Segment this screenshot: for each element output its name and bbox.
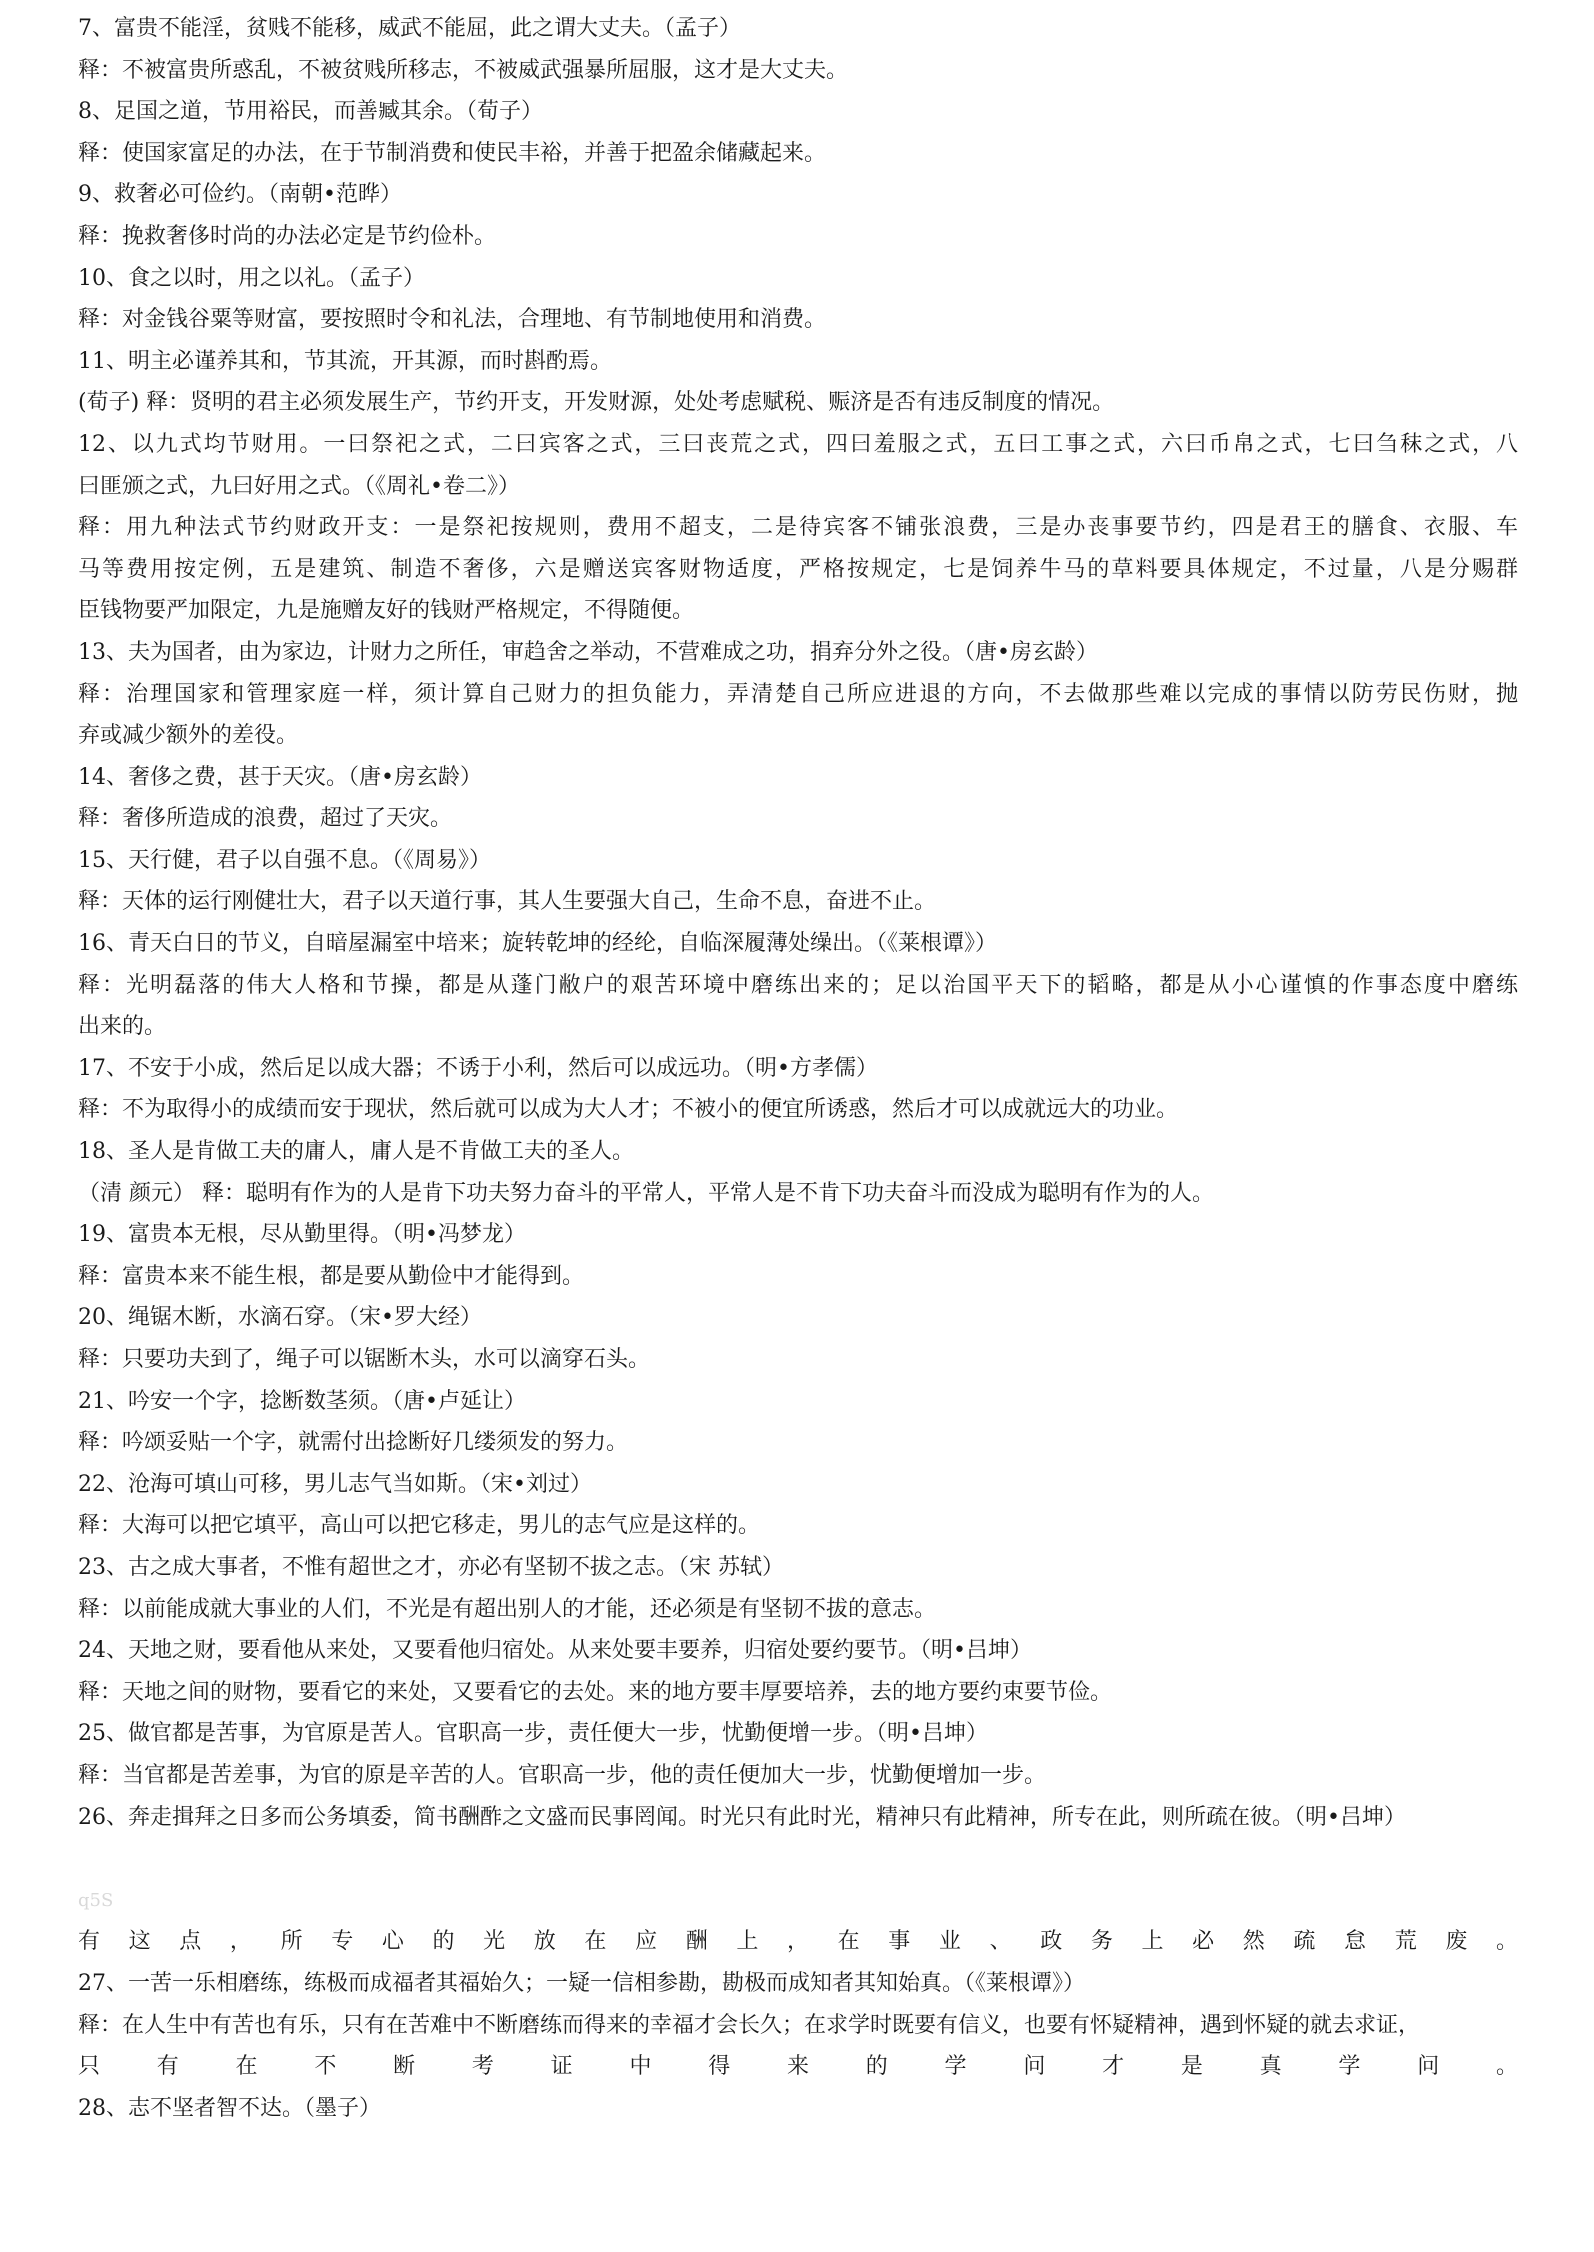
text-line: 17、不安于小成，然后足以成大器；不诱于小利，然后可以成远功。（明•方孝儒） — [78, 1055, 878, 1081]
text-line: 马等费用按定例，五是建筑、制造不奢侈，六是赠送宾客财物适度，严格按规定，七是饲养牛马的草料要具体规定，不过量，八是分赐群 — [78, 556, 1518, 582]
text-line: 释：天体的运行刚健壮大，君子以天道行事，其人生要强大自己，生命不息，奋进不止。 — [78, 889, 937, 915]
text-line: 18、圣人是肯做工夫的庸人，庸人是不肯做工夫的圣人。 — [78, 1139, 634, 1165]
text-line: （清 颜元） 释：聪明有作为的人是肯下功夫努力奋斗的平常人，平常人是不肯下功夫奋斗而没成为聪明有作为的人。 — [78, 1180, 1214, 1206]
text-line: 释：使国家富足的办法，在于节制消费和使民丰裕，并善于把盈余储藏起来。 — [78, 140, 827, 166]
text-line — [78, 1838, 1518, 1880]
text-line: 释：富贵本来不能生根，都是要从勤俭中才能得到。 — [78, 1263, 585, 1289]
text-line: 26、奔走揖拜之日多而公务填委，简书酬酢之文盛而民事罔闻。时光只有此时光，精神只有此精神，所专在此，则所疏在彼。（明•吕坤） — [78, 1804, 1406, 1830]
text-line: 释：在人生中有苦也有乐，只有在苦难中不断磨练而得来的幸福才会长久；在求学时既要有信义，也要有怀疑精神，遇到怀疑的就去求证， — [78, 2012, 1421, 2038]
text-line: 释：不为取得小的成绩而安于现状，然后就可以成为大人才；不被小的便宜所诱惑，然后才可以成就远大的功业。 — [78, 1097, 1179, 1123]
text-line: 15、天行健，君子以自强不息。（《周易》） — [78, 847, 491, 873]
text-line: 13、夫为国者，由为家边，计财力之所任，审趋舍之举动，不营难成之功，捐弃分外之役。（唐•房玄龄） — [78, 639, 1098, 665]
text-line: 24、天地之财，要看他从来处，又要看他归宿处。从来处要丰要养，归宿处要约要节。（明•吕坤） — [78, 1638, 1032, 1664]
text-line: 25、做官都是苦事，为官原是苦人。官职高一步，责任便大一步，忧勤便增一步。（明•吕坤） — [78, 1721, 988, 1747]
text-line: 释：只要功夫到了，绳子可以锯断木头，水可以滴穿石头。 — [78, 1347, 651, 1372]
text-line: 22、沧海可填山可移，男儿志气当如斯。（宋•刘过） — [78, 1471, 592, 1497]
text-line: 21、吟安一个字，捻断数茎须。（唐•卢延让） — [78, 1388, 526, 1414]
text-line: 10、食之以时，用之以礼。（孟子） — [78, 265, 425, 291]
text-line: 释：吟颂妥贴一个字，就需付出捻断好几缕须发的努力。 — [78, 1430, 629, 1456]
text-line: (荀子) 释：贤明的君主必须发展生产，节约开支，开发财源，处处考虑赋税、赈济是否有违反制度的情况。 — [78, 390, 1115, 416]
text-line: 16、青天白日的节义，自暗屋漏室中培来；旋转乾坤的经纶，自临深履薄处缲出。（《莱根谭》） — [78, 931, 997, 957]
text-line: 释：用九种法式节约财政开支：一是祭祀按规则，费用不超支，二是待宾客不铺张浪费，三是办丧事要节约，四是君王的膳食、衣服、车 — [78, 515, 1518, 541]
text-line: 释：治理国家和管理家庭一样，须计算自己财力的担负能力，弄清楚自己所应进退的方向，不去做那些难以完成的事情以防劳民伤财，抛 — [78, 681, 1518, 707]
text-line: 出来的。 — [78, 1014, 167, 1040]
text-line: 27、一苦一乐相磨练，练极而成福者其福始久；一疑一信相参勘，勘极而成知者其知始真。（《莱根谭》） — [78, 1970, 1085, 1996]
document-page — [78, 8, 1518, 2171]
text-line: 臣钱物要严加限定，九是施赠友好的钱财严格规定，不得随便。 — [78, 598, 695, 624]
text-line — [78, 2129, 1518, 2171]
text-line: 曰匪颁之式，九曰好用之式。（《周礼•卷二》） — [78, 473, 520, 499]
text-line: 释：当官都是苦差事，为官的原是辛苦的人。官职高一步，他的责任便加大一步，忧勤便增加一步。 — [78, 1762, 1047, 1788]
faint-mark: q5S — [78, 1889, 114, 1911]
text-line: 23、古之成大事者，不惟有超世之才，亦必有坚韧不拔之志。（宋 苏轼） — [78, 1554, 784, 1580]
text-line: 28、志不坚者智不达。（墨子） — [78, 2095, 381, 2121]
text-line: 7、富贵不能淫，贫贱不能移，威武不能屈，此之谓大丈夫。（孟子） — [78, 16, 741, 41]
text-line: 释：光明磊落的伟大人格和节操，都是从蓬门敝户的艰苦环境中磨练出来的；足以治国平天下的韬略，都是从小心谨慎的作事态度中磨练 — [78, 972, 1518, 998]
text-line: 弃或减少额外的差役。 — [78, 723, 299, 749]
text-line: 释：大海可以把它填平，高山可以把它移走，男儿的志气应是这样的。 — [78, 1513, 761, 1539]
text-line: 有这点，所专心的光放在应酬上，在事业、政务上必然疏怠荒废。 — [78, 1929, 1518, 1955]
text-line: 只有在不断考证中得来的学问才是真学问。 — [78, 2054, 1518, 2080]
text-line: 释：对金钱谷粟等财富，要按照时令和礼法，合理地、有节制地使用和消费。 — [78, 307, 827, 333]
text-line: 19、富贵本无根，尽从勤里得。（明•冯梦龙） — [78, 1222, 526, 1248]
text-line: 释：不被富贵所惑乱，不被贫贱所移志，不被威武强暴所屈服，这才是大丈夫。 — [78, 57, 849, 83]
text-line: 11、明主必谨养其和，节其流，开其源，而时斟酌焉。 — [78, 348, 612, 374]
text-line: 20、绳锯木断，水滴石穿。（宋•罗大经） — [78, 1305, 482, 1331]
text-line: 14、奢侈之费，甚于天灾。（唐•房玄龄） — [78, 764, 482, 790]
text-line: 12、以九式均节财用。一曰祭祀之式，二曰宾客之式，三曰丧荒之式，四曰羞服之式，五曰工事之式，六曰币帛之式，七曰刍秣之式，八 — [78, 431, 1518, 457]
text-line: 9、救奢必可俭约。（南朝•范晔） — [78, 182, 402, 208]
text-line: 释：奢侈所造成的浪费，超过了天灾。 — [78, 806, 453, 832]
text-line: 8、足国之道，节用裕民，而善臧其余。（荀子） — [78, 99, 543, 125]
text-line: 释：天地之间的财物，要看它的来处，又要看它的去处。来的地方要丰厚要培养，去的地方要约束要节俭。 — [78, 1679, 1113, 1705]
text-line: 释：挽救奢侈时尚的办法必定是节约俭朴。 — [78, 223, 497, 249]
text-line: 释：以前能成就大事业的人们，不光是有超出别人的才能，还必须是有坚韧不拔的意志。 — [78, 1596, 937, 1622]
